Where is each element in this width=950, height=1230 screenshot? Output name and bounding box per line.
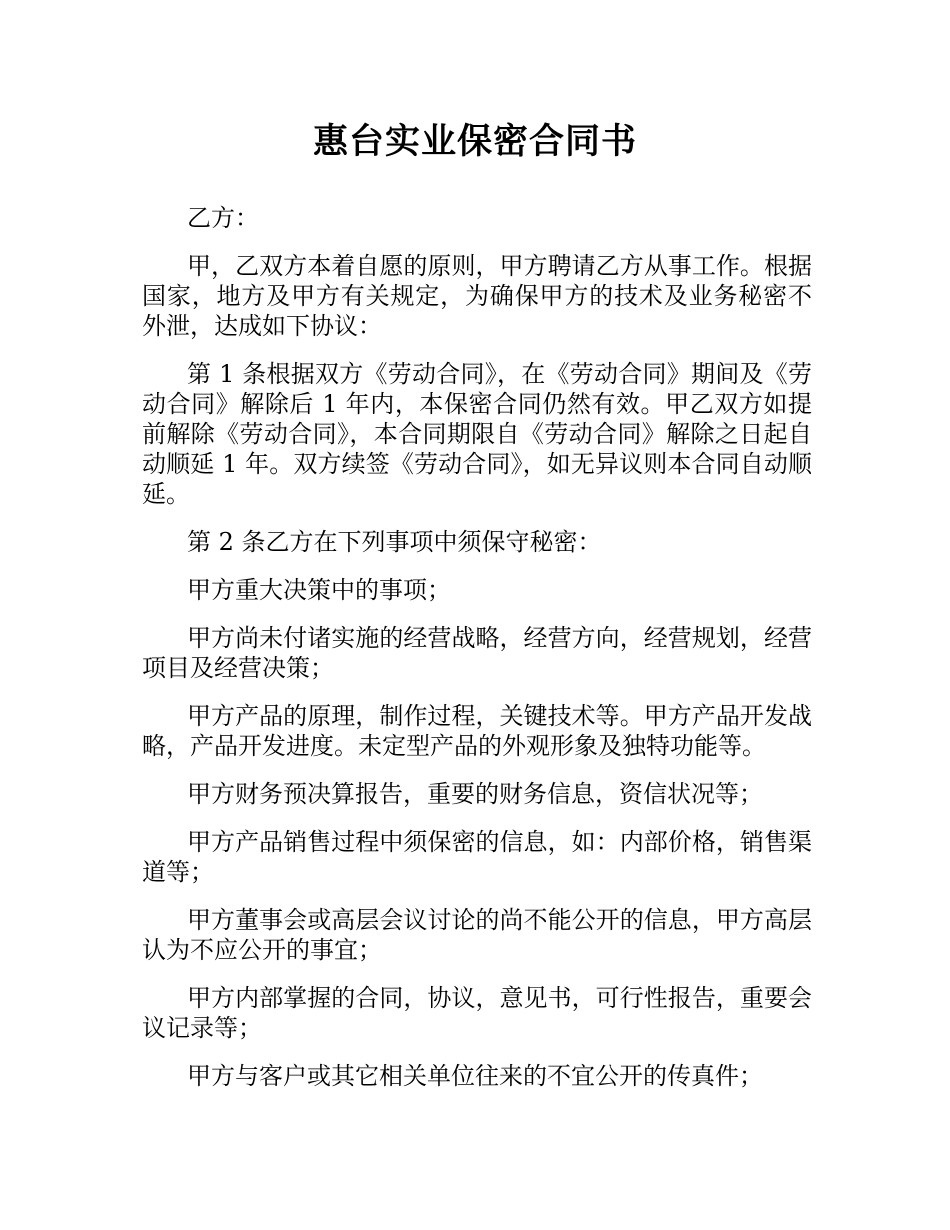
paragraph-party-b: 乙方：	[187, 204, 259, 232]
paragraph-preamble: 甲，乙双方本着自愿的原则，甲方聘请乙方从事工作。根据国家，地方及甲方有关规定，为确保甲方的技术及业务秘密不外泄，达成如下协议：	[142, 252, 812, 340]
paragraph-item: 甲方内部掌握的合同，协议，意见书，可行性报告，重要会议记录等；	[142, 984, 812, 1042]
document-body	[142, 203, 812, 1109]
paragraph-item: 甲方尚未付诸实施的经营战略，经营方向，经营规划，经营项目及经营决策；	[142, 624, 812, 682]
paragraph-item: 甲方产品的原理，制作过程，关键技术等。甲方产品开发战略，产品开发进度。未定型产品的外观形象及独特功能等。	[142, 702, 812, 760]
paragraph-item: 甲方产品销售过程中须保密的信息，如：内部价格，销售渠道等；	[142, 828, 812, 886]
paragraph-article-2: 第 2 条乙方在下列事项中须保守秘密：	[187, 528, 602, 556]
paragraph-item: 甲方重大决策中的事项；	[187, 576, 451, 604]
paragraph-item: 甲方董事会或高层会议讨论的尚不能公开的信息，甲方高层认为不应公开的事宜；	[142, 906, 812, 964]
paragraph-item: 甲方财务预决算报告，重要的财务信息，资信状况等；	[187, 780, 763, 808]
paragraph-article-1: 第 1 条根据双方《劳动合同》，在《劳动合同》期间及《劳动合同》解除后 1 年内，本保密合同仍然有效。甲乙双方如提前解除《劳动合同》，本合同期限自《劳动合同》解除之日起自动顺延 1 年。双方续签《劳动合同》，如无异议则本合同自动顺延。	[142, 360, 812, 508]
document-title: 惠台实业保密合同书	[312, 122, 637, 162]
paragraph-item: 甲方与客户或其它相关单位往来的不宜公开的传真件；	[187, 1062, 763, 1090]
